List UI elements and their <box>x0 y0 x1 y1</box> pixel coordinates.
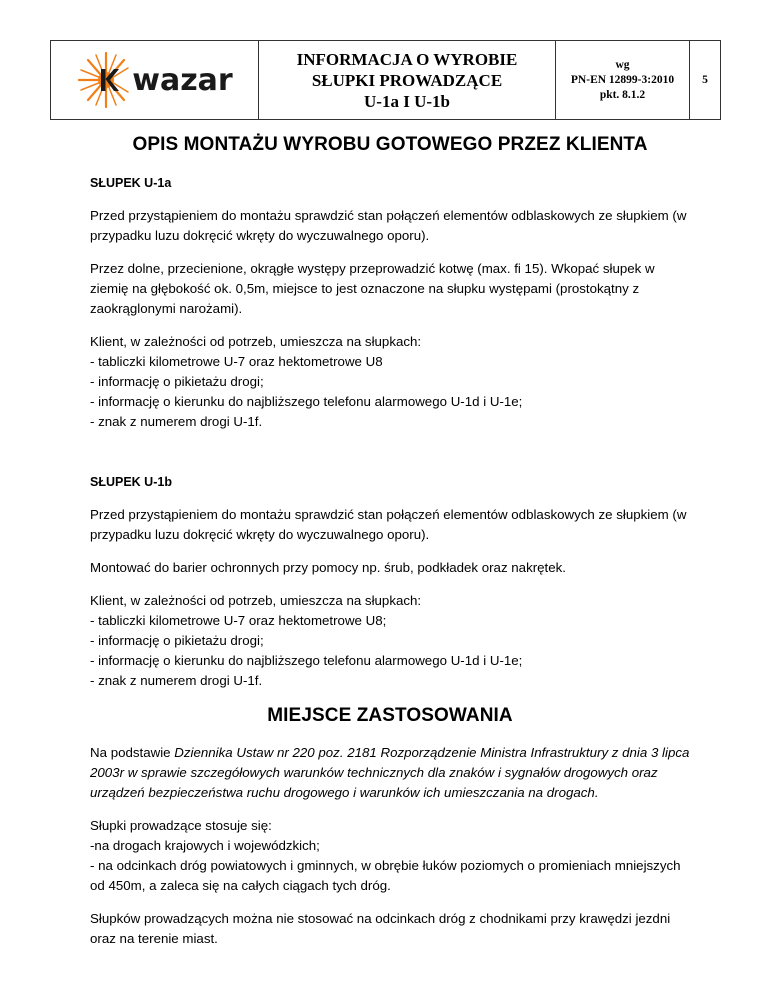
standard-line: PN-EN 12899-3:2010 <box>570 73 675 86</box>
legal-basis-paragraph <box>90 743 690 803</box>
heading-u1a: SŁUPEK U-1a <box>90 176 172 190</box>
page-number: 5 <box>702 74 708 86</box>
u1b-paragraph-2: Montować do barier ochronnych przy pomocy np. śrub, podkładek oraz nakrętek. <box>90 560 566 575</box>
list-item: - informację o kierunku do najbliższego telefonu alarmowego U-1d i U-1e; <box>90 653 523 668</box>
list-item: - na odcinkach dróg powiatowych i gminnych, w obrębie łuków poziomych o promieniach mniejszych od 450m, a zaleca się na całych ciągach tych dróg. <box>90 858 681 893</box>
standard-line: wg <box>615 58 630 71</box>
application-list <box>90 816 690 896</box>
section-title-installation: OPIS MONTAŻU WYROBU GOTOWEGO PRZEZ KLIENTA <box>132 134 648 155</box>
document-header <box>50 40 721 120</box>
logo-wordmark: wazar <box>132 62 233 98</box>
header-title-line: INFORMACJA O WYROBIE <box>296 49 518 69</box>
heading-u1b: SŁUPEK U-1b <box>90 475 172 489</box>
page-number-cell <box>690 41 720 119</box>
list-item: - znak z numerem drogi U-1f. <box>90 673 263 688</box>
list-intro: Klient, w zależności od potrzeb, umieszcza na słupkach: <box>90 593 422 608</box>
legal-basis-prefix: Na podstawie <box>90 745 175 760</box>
sunburst-k-icon <box>76 50 136 110</box>
u1a-paragraph-1: Przed przystąpieniem do montażu sprawdzić stan połączeń elementów odblaskowych ze słupkiem (w przypadku luzu dokręcić wkręty do wyczuwalnego oporu). <box>90 208 687 243</box>
list-item: - tabliczki kilometrowe U-7 oraz hektometrowe U8 <box>90 354 383 369</box>
u1a-list <box>90 332 690 432</box>
list-item: - informację o pikietażu drogi; <box>90 633 264 648</box>
list-item: - informację o pikietażu drogi; <box>90 374 264 389</box>
logo-cell <box>51 41 259 119</box>
u1a-paragraph-2: Przez dolne, przecienione, okrągłe występy przeprowadzić kotwę (max. fi 15). Wkopać słupek w ziemię na głębokość ok. 0,5m, miejsce to jest oznaczone na słupku występami (prostokątny z zaokrąglonymi narożami). <box>90 261 655 316</box>
list-item: - tabliczki kilometrowe U-7 oraz hektometrowe U8; <box>90 613 387 628</box>
standard-line: pkt. 8.1.2 <box>599 88 646 101</box>
list-item: - informację o kierunku do najbliższego telefonu alarmowego U-1d i U-1e; <box>90 394 523 409</box>
list-item: - znak z numerem drogi U-1f. <box>90 414 263 429</box>
kwazar-logo <box>76 50 232 110</box>
header-title-line: U-1a I U-1b <box>364 91 450 111</box>
list-intro: Słupki prowadzące stosuje się: <box>90 818 272 833</box>
header-standard <box>556 41 690 119</box>
u1b-list <box>90 591 690 691</box>
list-intro: Klient, w zależności od potrzeb, umieszcza na słupkach: <box>90 334 422 349</box>
header-title <box>259 41 556 119</box>
closing-paragraph: Słupków prowadzących można nie stosować na odcinkach dróg z chodnikami przy krawędzi jezdni oraz na terenie miast. <box>90 911 671 946</box>
list-item: -na drogach krajowych i wojewódzkich; <box>90 838 320 853</box>
document-body <box>90 132 690 949</box>
header-title-line: SŁUPKI PROWADZĄCE <box>311 70 503 90</box>
legal-basis-citation: Dziennika Ustaw nr 220 poz. 2181 Rozporządzenie Ministra Infrastruktury z dnia 3 lipca 2003r w sprawie szczegółowych warunków technicznych dla znaków i sygnałów drogowych oraz urządzeń bezpieczeństwa ruchu drogowego i warunków ich umieszczania na drogach. <box>90 745 690 800</box>
section-title-application: MIEJSCE ZASTOSOWANIA <box>267 705 513 726</box>
u1b-paragraph-1: Przed przystąpieniem do montażu sprawdzić stan połączeń elementów odblaskowych ze słupkiem (w przypadku luzu dokręcić wkręty do wyczuwalnego oporu). <box>90 507 687 542</box>
